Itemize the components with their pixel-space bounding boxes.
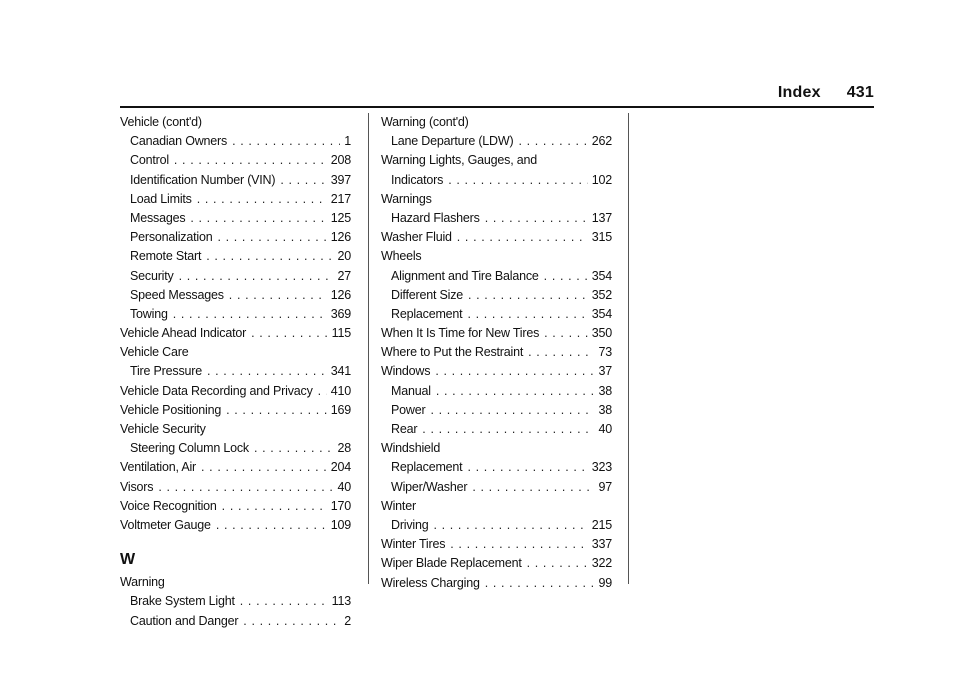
index-heading: Vehicle Care [120,345,189,360]
entry-term: Wiper/Washer [391,479,468,494]
entry-term: Voice Recognition [120,498,217,513]
dot-leader [226,401,327,420]
index-subentry [120,267,351,286]
entry-page-number: 350 [591,326,612,341]
index-subentry [120,209,351,228]
entry-page-number: 97 [598,479,612,494]
dot-leader [472,478,594,497]
dot-leader [527,554,588,573]
entry-term: Vehicle Positioning [120,402,222,417]
dot-leader [468,286,588,305]
index-subentry [381,171,612,190]
entry-page-number: 262 [591,134,612,149]
dot-leader [448,171,588,190]
index-entry [120,458,351,477]
dot-leader [207,362,327,381]
dot-leader [158,478,333,497]
dot-leader [216,516,327,535]
index-heading: Winter [381,498,416,513]
entry-page-number: 27 [337,268,351,283]
entry-term: Caution and Danger [130,613,239,628]
entry-page-number: 352 [591,287,612,302]
dot-leader [457,228,588,247]
index-subentry [120,132,351,151]
entry-page-number: 354 [591,268,612,283]
entry-page-number: 208 [330,153,351,168]
index-subentry [381,401,612,420]
index-heading: Windshield [381,441,441,456]
entry-page-number: 397 [330,172,351,187]
entry-term: Ventilation, Air [120,460,197,475]
dot-leader [179,267,334,286]
entry-term: Visors [120,479,154,494]
index-entry [381,535,612,554]
entry-page-number: 109 [330,517,351,532]
index-subentry [120,592,351,611]
dot-leader [240,592,328,611]
index-subentry [120,190,351,209]
column-divider-1 [368,113,369,584]
index-subentry [381,132,612,151]
dot-leader [518,132,587,151]
entry-term: Security [130,268,174,283]
entry-term: Alignment and Tire Balance [391,268,539,283]
dot-leader [467,458,587,477]
dot-leader [190,209,326,228]
entry-term: Voltmeter Gauge [120,517,211,532]
entry-term: Washer Fluid [381,230,452,245]
column-divider-2 [628,113,629,584]
index-subentry [381,516,612,535]
index-column-1 [120,113,351,631]
entry-page-number: 38 [598,402,612,417]
entry-page-number: 1 [344,134,351,149]
dot-leader [544,267,588,286]
entry-page-number: 73 [598,345,612,360]
entry-page-number: 37 [598,364,612,379]
entry-page-number: 126 [330,287,351,302]
entry-page-number: 2 [344,613,351,628]
entry-page-number: 204 [330,460,351,475]
index-subentry [381,209,612,228]
dot-leader [173,305,327,324]
entry-page-number: 102 [591,172,612,187]
entry-page-number: 113 [331,594,351,609]
index-entry [120,324,351,343]
dot-leader [217,228,326,247]
index-entry [120,497,351,516]
index-subentry [120,171,351,190]
index-subentry [120,247,351,266]
entry-page-number: 369 [330,306,351,321]
entry-page-number: 40 [598,422,612,436]
entry-page-number: 215 [591,517,612,532]
entry-page-number: 40 [337,479,351,494]
entry-page-number: 99 [598,575,612,590]
entry-term: Lane Departure (LDW) [391,134,514,149]
entry-term: Driving [391,517,429,532]
entry-term: Canadian Owners [130,134,228,149]
entry-page-number: 341 [330,364,351,379]
entry-page-number: 20 [337,249,351,264]
index-subentry [381,420,612,439]
entry-term: Vehicle Ahead Indicator [120,326,247,341]
index-title: Index [777,84,821,101]
dot-leader [251,324,328,343]
page-number: 431 [846,84,874,101]
entry-term: Towing [130,306,168,321]
dot-leader [229,286,327,305]
entry-term: Steering Column Lock [130,441,249,456]
entry-page-number: 217 [330,191,351,206]
index-subentry [381,478,612,497]
entry-page-number: 322 [591,556,612,571]
index-subentry [120,305,351,324]
entry-term: Different Size [391,287,464,302]
entry-page-number: 169 [330,402,351,417]
entry-term: Manual [391,383,431,398]
entry-term: Wiper Blade Replacement [381,556,522,571]
entry-term: Messages [130,210,186,225]
dot-leader [485,209,588,228]
entry-term: Tire Pressure [130,364,202,379]
entry-page-number: 28 [337,441,351,456]
index-heading: Warning Lights, Gauges, and [381,153,538,168]
index-subentry [381,286,612,305]
entry-page-number: 410 [330,383,351,398]
dot-leader [422,420,594,439]
index-heading: Vehicle Security [120,422,206,436]
dot-leader [222,497,327,516]
dot-leader [318,382,327,401]
entry-page-number: 354 [591,306,612,321]
index-heading: Warning (cont'd) [381,115,469,129]
dot-leader [243,612,340,631]
entry-term: Where to Put the Restraint [381,345,524,360]
entry-page-number: 315 [591,230,612,245]
entry-page-number: 323 [591,460,612,475]
entry-page-number: 115 [331,326,351,341]
index-subentry [381,267,612,286]
dot-leader [174,151,327,170]
index-entry [381,228,612,247]
dot-leader [450,535,587,554]
dot-leader [435,362,594,381]
index-heading: Vehicle (cont'd) [120,115,202,129]
dot-leader [280,171,326,190]
index-heading: Warning [120,575,165,590]
entry-term: Identification Number (VIN) [130,172,276,187]
entry-term: Rear [391,422,418,436]
dot-leader [430,401,594,420]
entry-page-number: 125 [330,210,351,225]
dot-leader [528,343,594,362]
index-entry [381,554,612,573]
entry-term: Power [391,402,426,417]
entry-term: Speed Messages [130,287,224,302]
dot-leader [434,516,588,535]
index-entry [120,401,351,420]
page-header [778,83,874,103]
dot-leader [544,324,588,343]
dot-leader [201,458,327,477]
index-heading: Warnings [381,191,432,206]
entry-page-number: 126 [330,230,351,245]
index-entry [381,324,612,343]
dot-leader [467,305,587,324]
index-entry [381,362,612,381]
index-subentry [120,151,351,170]
entry-term: Control [130,153,169,168]
entry-term: Personalization [130,230,213,245]
index-entry [120,478,351,497]
entry-term: Replacement [391,460,463,475]
entry-term: Wireless Charging [381,575,480,590]
entry-page-number: 337 [591,537,612,552]
index-entry [120,382,351,401]
index-subentry [120,228,351,247]
entry-term: Replacement [391,306,463,321]
entry-term: Remote Start [130,249,202,264]
index-subentry [120,362,351,381]
entry-term: Hazard Flashers [391,210,480,225]
entry-page-number: 170 [330,498,351,513]
index-entry [381,574,612,593]
entry-term: Vehicle Data Recording and Privacy [120,383,313,398]
dot-leader [436,382,595,401]
dot-leader [254,439,334,458]
section-letter: W [120,551,135,569]
entry-term: Load Limits [130,191,192,206]
index-entry [120,516,351,535]
index-entry [381,343,612,362]
entry-term: Windows [381,364,431,379]
entry-term: Winter Tires [381,537,446,552]
index-column-2 [381,113,612,593]
entry-page-number: 38 [598,383,612,398]
entry-page-number: 137 [591,210,612,225]
index-subentry [381,382,612,401]
index-subentry [120,612,351,631]
dot-leader [206,247,333,266]
dot-leader [485,574,595,593]
entry-term: Brake System Light [130,594,235,609]
dot-leader [232,132,340,151]
index-heading: Wheels [381,249,422,264]
header-rule [120,106,874,108]
index-subentry [381,458,612,477]
entry-term: Indicators [391,172,444,187]
entry-term: When It Is Time for New Tires [381,326,540,341]
index-subentry [120,439,351,458]
index-subentry [381,305,612,324]
index-subentry [120,286,351,305]
dot-leader [197,190,327,209]
